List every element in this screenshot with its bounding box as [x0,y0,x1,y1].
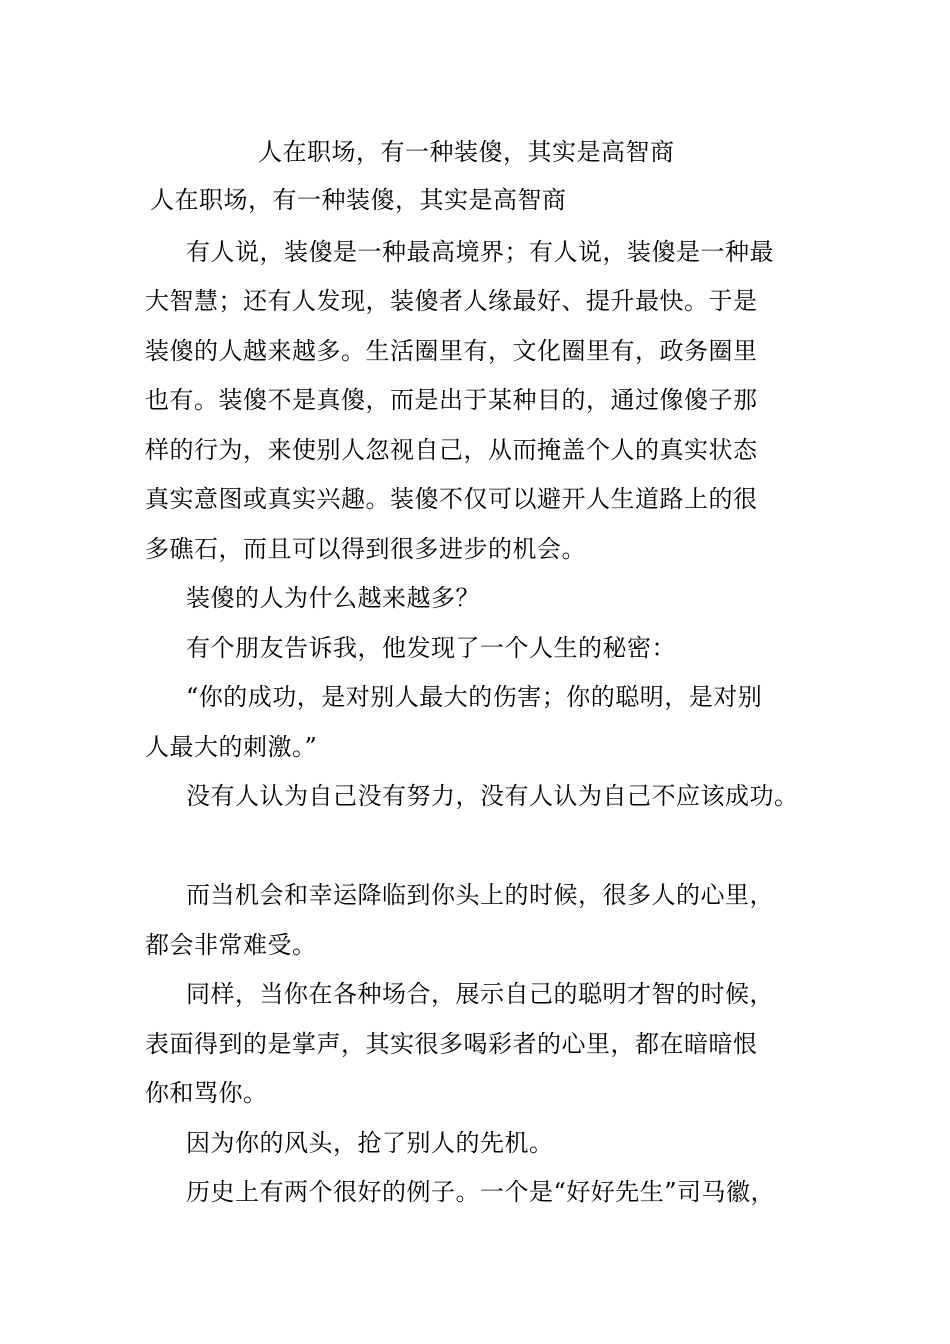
paragraph-line: 也有。装傻不是真傻，而是出于某种目的，通过像傻子那 [145,386,758,414]
document-title: 人在职场，有一种装傻，其实是高智商 [258,138,675,166]
paragraph-line: 人最大的刺激。” [145,733,318,761]
document-subtitle: 人在职场，有一种装傻，其实是高智商 [150,186,567,214]
paragraph-line: 都会非常难受。 [145,931,317,959]
paragraph-line: 有人说，装傻是一种最高境界；有人说，装傻是一种最 [186,238,774,266]
paragraph-line: 装傻的人越来越多。生活圈里有，文化圈里有，政务圈里 [145,337,758,365]
paragraph-line: 真实意图或真实兴趣。装傻不仅可以避开人生道路上的很 [145,485,758,513]
paragraph-line: 表面得到的是掌声，其实很多喝彩者的心里，都在暗暗恨 [145,1030,758,1058]
paragraph-line: 大智慧；还有人发现，装傻者人缘最好、提升最快。于是 [145,287,758,315]
paragraph-line: 因为你的风头，抢了别人的先机。 [186,1129,554,1157]
paragraph-line: 样的行为，来使别人忽视自己，从而掩盖个人的真实状态 [145,436,758,464]
paragraph-line: 有个朋友告诉我，他发现了一个人生的秘密： [186,634,676,662]
paragraph-line: 而当机会和幸运降临到你头上的时候，很多人的心里， [186,881,774,909]
paragraph-line: 历史上有两个很好的例子。一个是“好好先生”司马徽， [186,1178,776,1206]
paragraph-line: 没有人认为自己没有努力，没有人认为自己不应该成功。 [186,782,799,810]
paragraph-line: 多礁石，而且可以得到很多进步的机会。 [145,535,586,563]
paragraph-line: 你和骂你。 [145,1079,268,1107]
paragraph-line: “你的成功，是对别人最大的伤害；你的聪明，是对别 [186,683,763,711]
paragraph-line: 同样，当你在各种场合，展示自己的聪明才智的时候， [186,980,774,1008]
paragraph-line: 装傻的人为什么越来越多？ [186,584,480,612]
